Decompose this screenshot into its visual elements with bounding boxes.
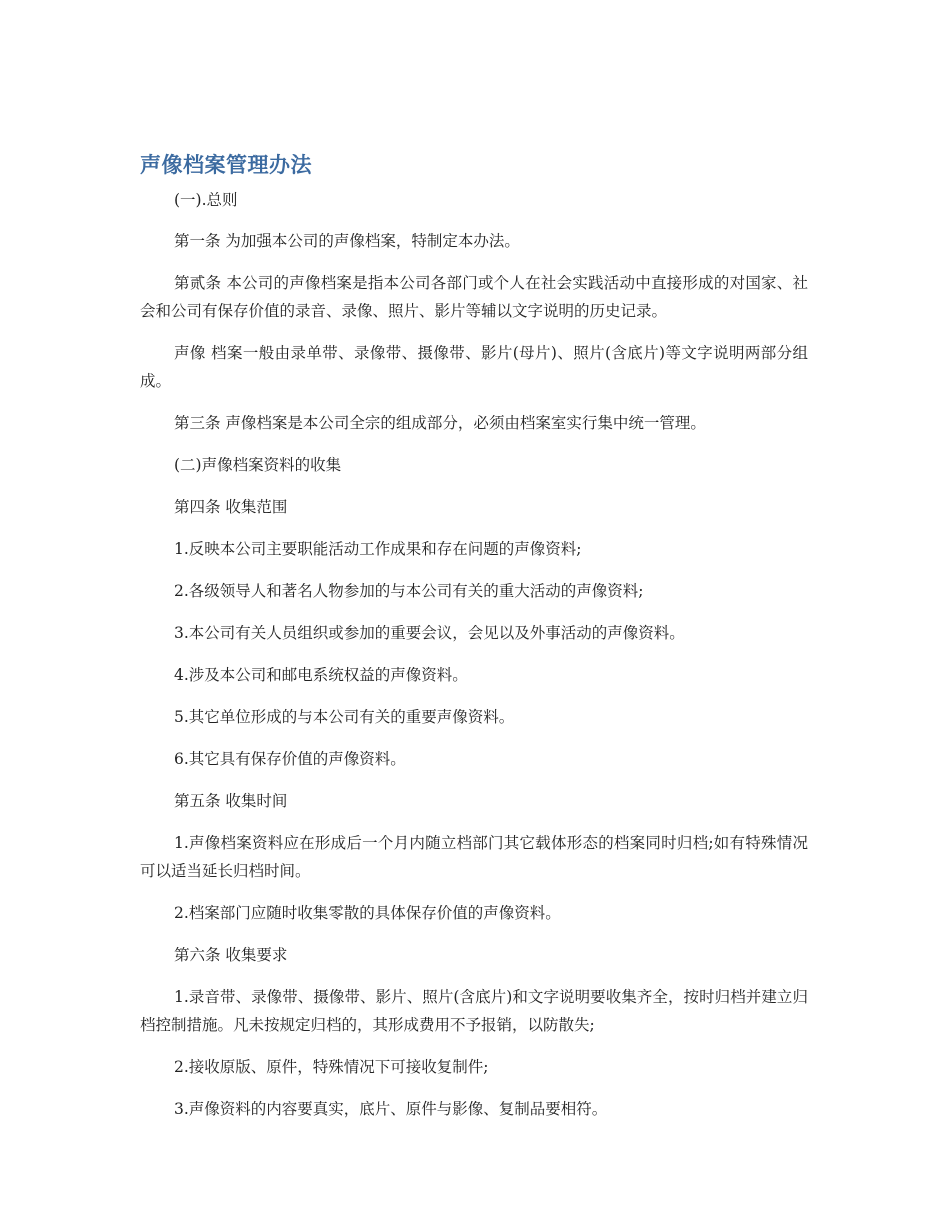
collection-scope-item: 2.各级领导人和著名人物参加的与本公司有关的重大活动的声像资料; (174, 582, 644, 600)
article-2: 第贰条 本公司的声像档案是指本公司各部门或个人在社会实践活动中直接形成的对国家、社会和公司有保存价值的录音、录像、照片、影片等辅以文字说明的历史记录。 (140, 274, 808, 320)
section-heading-general: (一).总则 (174, 191, 238, 209)
document-title: 声像档案管理办法 (140, 153, 312, 177)
collection-requirement-item: 3.声像资料的内容要真实，底片、原件与影像、复制品要相符。 (174, 1100, 608, 1118)
article-4-heading: 第四条 收集范围 (174, 498, 288, 516)
collection-scope-item: 5.其它单位形成的与本公司有关的重要声像资料。 (174, 708, 515, 726)
article-1: 第一条 为加强本公司的声像档案，特制定本办法。 (174, 232, 520, 250)
collection-time-item: 2.档案部门应随时收集零散的具体保存价值的声像资料。 (174, 904, 561, 922)
section-heading-collection: (二)声像档案资料的收集 (174, 456, 342, 474)
article-3: 第三条 声像档案是本公司全宗的组成部分，必须由档案室实行集中统一管理。 (174, 414, 706, 432)
collection-scope-item: 6.其它具有保存价值的声像资料。 (174, 750, 406, 768)
collection-scope-item: 3.本公司有关人员组织或参加的重要会议，会见以及外事活动的声像资料。 (174, 624, 685, 642)
collection-scope-item: 1.反映本公司主要职能活动工作成果和存在问题的声像资料; (174, 540, 582, 558)
collection-time-item: 1.声像档案资料应在形成后一个月内随立档部门其它载体形态的档案同时归档;如有特殊情况可以适当延长归档时间。 (140, 834, 808, 880)
collection-requirement-item: 2.接收原版、原件，特殊情况下可接收复制件; (174, 1058, 489, 1076)
article-6-heading: 第六条 收集要求 (174, 946, 288, 964)
collection-requirement-item: 1.录音带、录像带、摄像带、影片、照片(含底片)和文字说明要收集齐全，按时归档并建立归档控制措施。凡未按规定归档的，其形成费用不予报销，以防散失; (140, 988, 808, 1034)
article-5-heading: 第五条 收集时间 (174, 792, 288, 810)
document-page (140, 148, 808, 1137)
article-2-composition: 声像 档案一般由录单带、录像带、摄像带、影片(母片)、照片(含底片)等文字说明两部分组成。 (140, 344, 808, 390)
collection-scope-item: 4.涉及本公司和邮电系统权益的声像资料。 (174, 666, 468, 684)
